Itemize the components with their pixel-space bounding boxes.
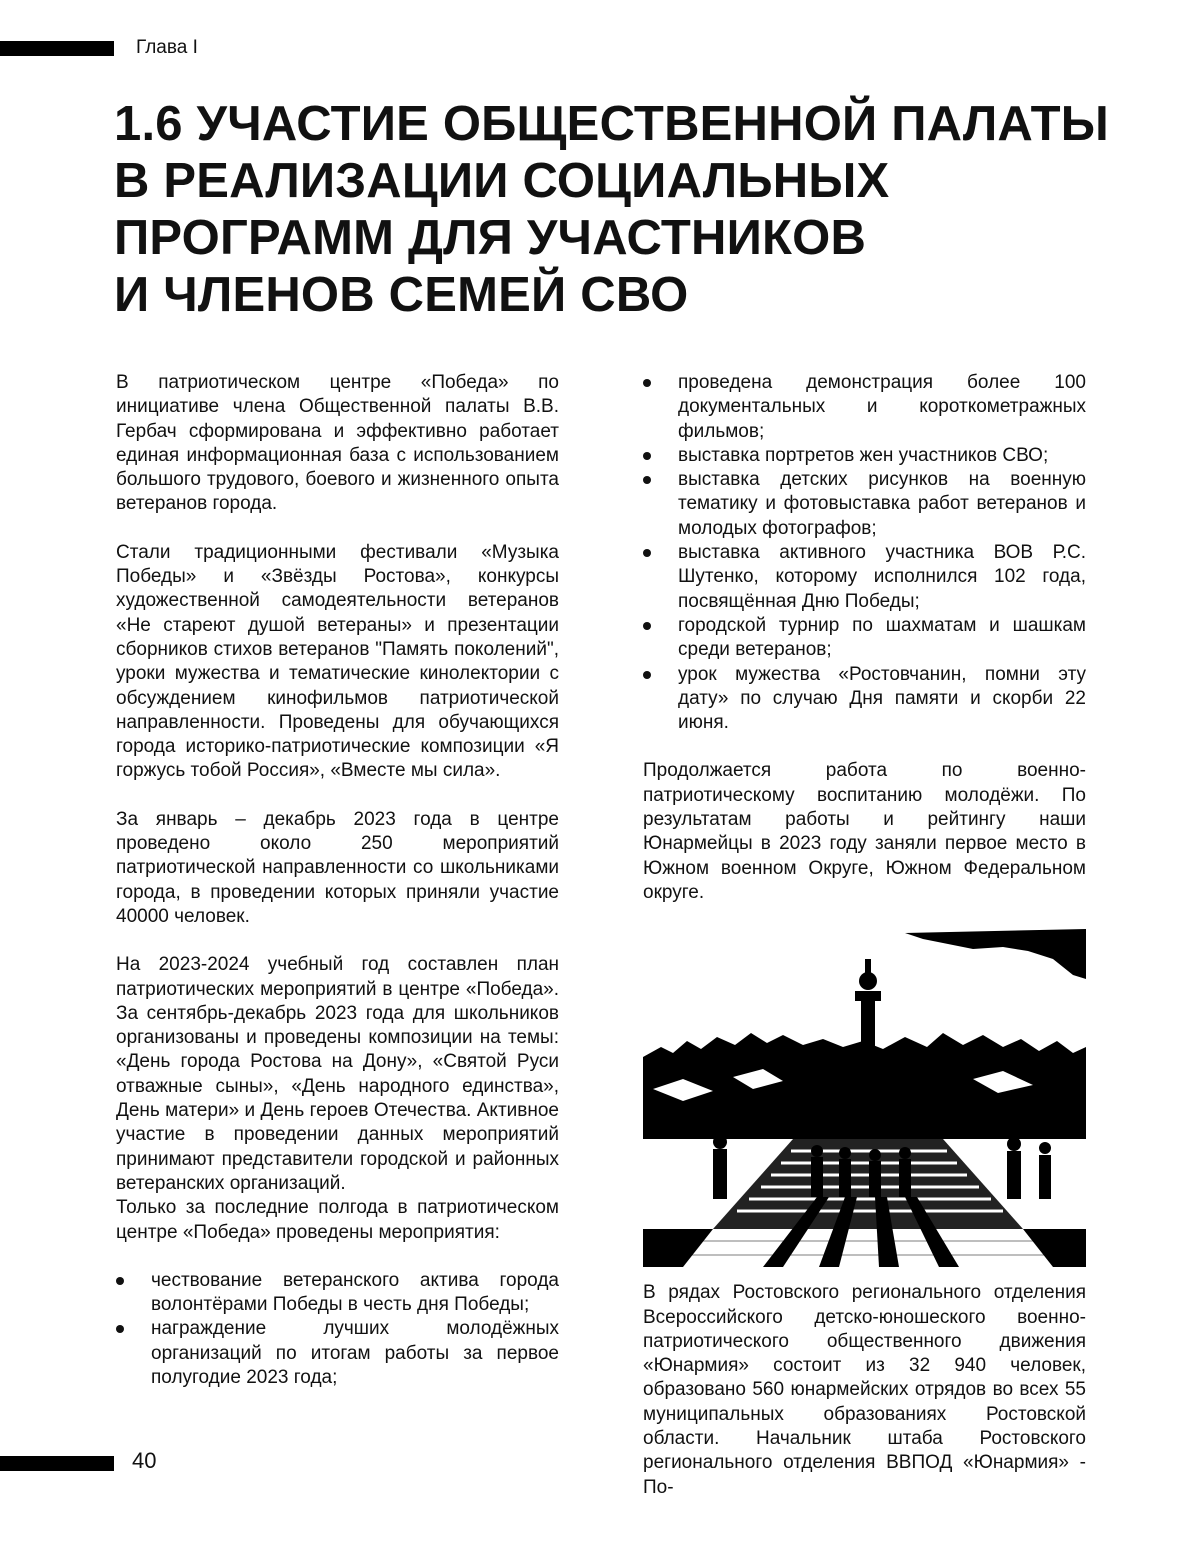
title-line: В РЕАЛИЗАЦИИ СОЦИАЛЬНЫХ [114, 154, 890, 208]
bullet-icon [643, 622, 651, 630]
list-item [116, 1269, 559, 1318]
list-item-text: проведена демонстрация более 100 документальных и короткометражных фильмов; [678, 372, 1086, 442]
list-item [643, 371, 1086, 444]
list-item [643, 663, 1086, 736]
bullet-list [643, 371, 1086, 735]
bullet-icon [116, 1325, 124, 1333]
header-bar [0, 41, 114, 56]
list-item-text: награждение лучших молодёжных организаций по итогам работы за первое полугодие 2023 года; [151, 1318, 559, 1388]
paragraph: Продолжается работа по военно-патриотическому воспитанию молодёжи. По результатам работы и рейтингу наши Юнармейцы в 2023 году заняли первое место в Южном военном Округе, Южном Федеральном округе. [643, 760, 1086, 903]
list-item-text: выставка портретов жен участников СВО; [678, 444, 1049, 466]
bullet-list [116, 1269, 559, 1390]
list-item [643, 468, 1086, 541]
footer-bar [0, 1456, 114, 1471]
paragraph: Только за последние полгода в патриотическом центре «Победа» проведены мероприятия: [116, 1197, 559, 1243]
running-head: Глава I [136, 37, 198, 58]
list-item-text: урок мужества «Ростовчанин, помни эту дату» по случаю Дня памяти и скорби 22 июня. [678, 663, 1086, 734]
paragraph: За январь – декабрь 2023 года в центре проведено около 250 мероприятий патриотической направленности со школьниками города, в проведении которых приняли участие 40000 человек. [116, 808, 559, 927]
bullet-icon [643, 452, 651, 460]
list-item-text: чествование ветеранского актива города волонтёрами Победы в честь дня Победы; [151, 1269, 559, 1316]
paragraph: В патриотическом центре «Победа» по инициативе члена Общественной палаты В.В. Гербач сформирована и эффективно работает единая информационная база с использованием большого трудового, боевого и жизненного опыта ветеранов города. [116, 372, 559, 515]
title-line: И ЧЛЕНОВ СЕМЕЙ СВО [114, 268, 689, 322]
title-line: ПРОГРАММ ДЛЯ УЧАСТНИКОВ [114, 211, 867, 265]
page-number: 40 [132, 1448, 157, 1473]
bullet-icon [643, 671, 651, 679]
bullet-icon [643, 549, 651, 557]
memorial-photo [643, 929, 1086, 1267]
list-item-text: городской турнир по шахматам и шашкам среди ветеранов; [678, 614, 1086, 661]
page-title [114, 96, 1114, 324]
list-item [643, 444, 1086, 468]
list-item-text: выставка активного участника ВОВ Р.С. Шутенко, которому исполнился 102 года, посвящённая Дню Победы; [678, 542, 1086, 612]
list-item [643, 614, 1086, 663]
bullet-icon [116, 1277, 124, 1285]
right-column [643, 371, 1086, 1500]
list-item [116, 1317, 559, 1390]
paragraph: В рядах Ростовского регионального отделения Всероссийского детско-юношеского военно-патриотического общественного движения «Юнармия» состоит из 32 940 человек, образовано 560 юнармейских отрядов во всех 55 муниципальных образованиях Ростовской области. Начальник штаба Ростовского регионального отделения ВВПОД «Юнармия» - По- [643, 1282, 1086, 1498]
paragraph: Стали традиционными фестивали «Музыка Победы» и «Звёзды Ростова», конкурсы художественной самодеятельности ветеранов «Не стареют душой ветераны» и презентации сборников стихов ветеранов "Память поколений", уроки мужества и тематические кинолектории с обсуждением кинофильмов патриотической направленности. Проведены для обучающихся города историко-патриотические композиции «Я горжусь тобой Россия», «Вместе мы сила». [116, 541, 559, 782]
bullet-icon [643, 379, 651, 387]
paragraph: На 2023-2024 учебный год составлен план патриотических мероприятий в центре «Победа». За сентябрь-декабрь 2023 года для школьников организованы и проведены композиции на темы: «День города Ростова на Дону», «Святой Руси отважные сыны», «День народного единства», День матери» и День героев Отечества. Активное участие в проведении данных мероприятий принимают представители городской и районных ветеранских организаций. [116, 954, 559, 1194]
title-line: 1.6 УЧАСТИЕ ОБЩЕСТВЕННОЙ ПАЛАТЫ [114, 97, 1109, 151]
bullet-icon [643, 476, 651, 484]
list-item-text: выставка детских рисунков на военную тематику и фотовыставка работ ветеранов и молодых фотографов; [678, 469, 1086, 539]
left-column [116, 371, 559, 1390]
list-item [643, 541, 1086, 614]
